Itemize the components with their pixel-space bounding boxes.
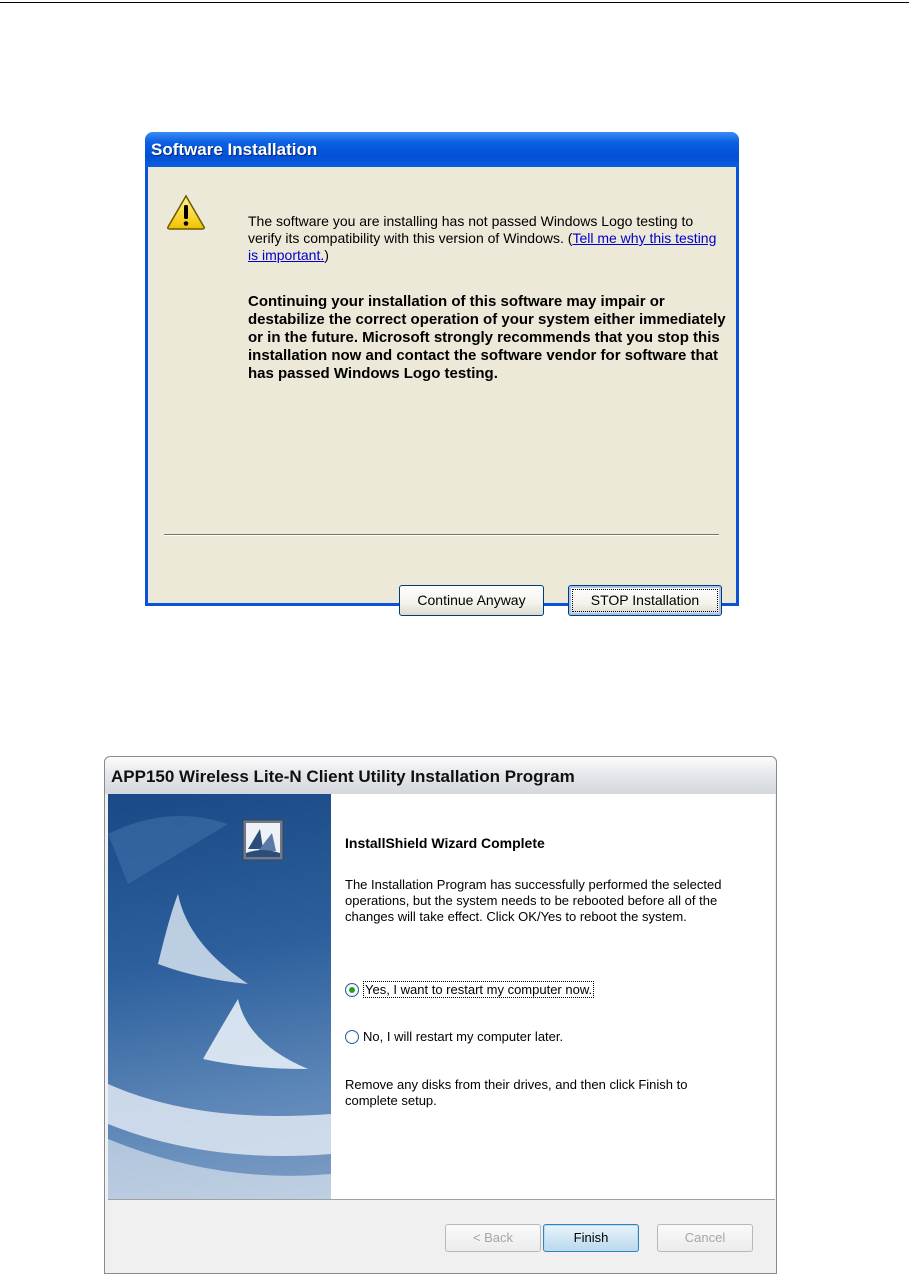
title-bar[interactable]: [145, 132, 739, 167]
wizard-note: Remove any disks from their drives, and then click Finish to complete setup.: [345, 1077, 688, 1108]
title-bar[interactable]: [105, 757, 776, 794]
restart-now-radio[interactable]: [345, 982, 645, 1000]
finish-button[interactable]: Finish: [543, 1224, 639, 1252]
continue-anyway-button[interactable]: Continue Anyway: [399, 585, 544, 616]
installshield-dialog: [104, 756, 777, 1274]
cancel-button[interactable]: Cancel: [657, 1224, 753, 1252]
banner-art: [108, 794, 331, 1199]
restart-now-label[interactable]: Yes, I want to restart my computer now.: [365, 982, 593, 997]
wizard-side-banner: [108, 794, 331, 1199]
restart-later-radio[interactable]: [345, 1029, 645, 1047]
warning-text: Continuing your installation of this software may impair or destabilize the correct operation of your system either immediately or in the future. Microsoft strongly recommends that you stop this installation now and contact the software vendor for software that has passed Windows Logo testing.: [248, 293, 726, 382]
stop-installation-button[interactable]: STOP Installation: [568, 585, 722, 616]
wizard-message: The Installation Program has successfully performed the selected operations, but the system needs to be rebooted before all of the changes will take effect. Click OK/Yes to reboot the system.: [345, 877, 722, 924]
compatibility-message: The software you are installing has not passed Windows Logo testing to verify its compatibility with this version of Windows. (Tell me why this testing is important.): [248, 213, 717, 263]
divider: [164, 534, 719, 536]
wizard-heading: InstallShield Wizard Complete: [345, 835, 545, 851]
page-top-rule: [0, 2, 909, 3]
radio-selected-icon[interactable]: [345, 983, 359, 997]
dialog-title: Software Installation: [151, 140, 318, 159]
software-installation-dialog: [145, 132, 739, 606]
restart-later-label[interactable]: No, I will restart my computer later.: [363, 1029, 564, 1044]
installshield-logo-icon: [242, 819, 284, 861]
testing-info-link[interactable]: Tell me why this testing is important.: [248, 230, 717, 263]
dialog-title: APP150 Wireless Lite-N Client Utility Installation Program: [111, 767, 575, 786]
warning-icon: [166, 194, 206, 230]
dialog-body: [148, 167, 736, 608]
back-button[interactable]: < Back: [445, 1224, 541, 1252]
divider: [108, 1199, 775, 1200]
radio-unselected-icon[interactable]: [345, 1030, 359, 1044]
